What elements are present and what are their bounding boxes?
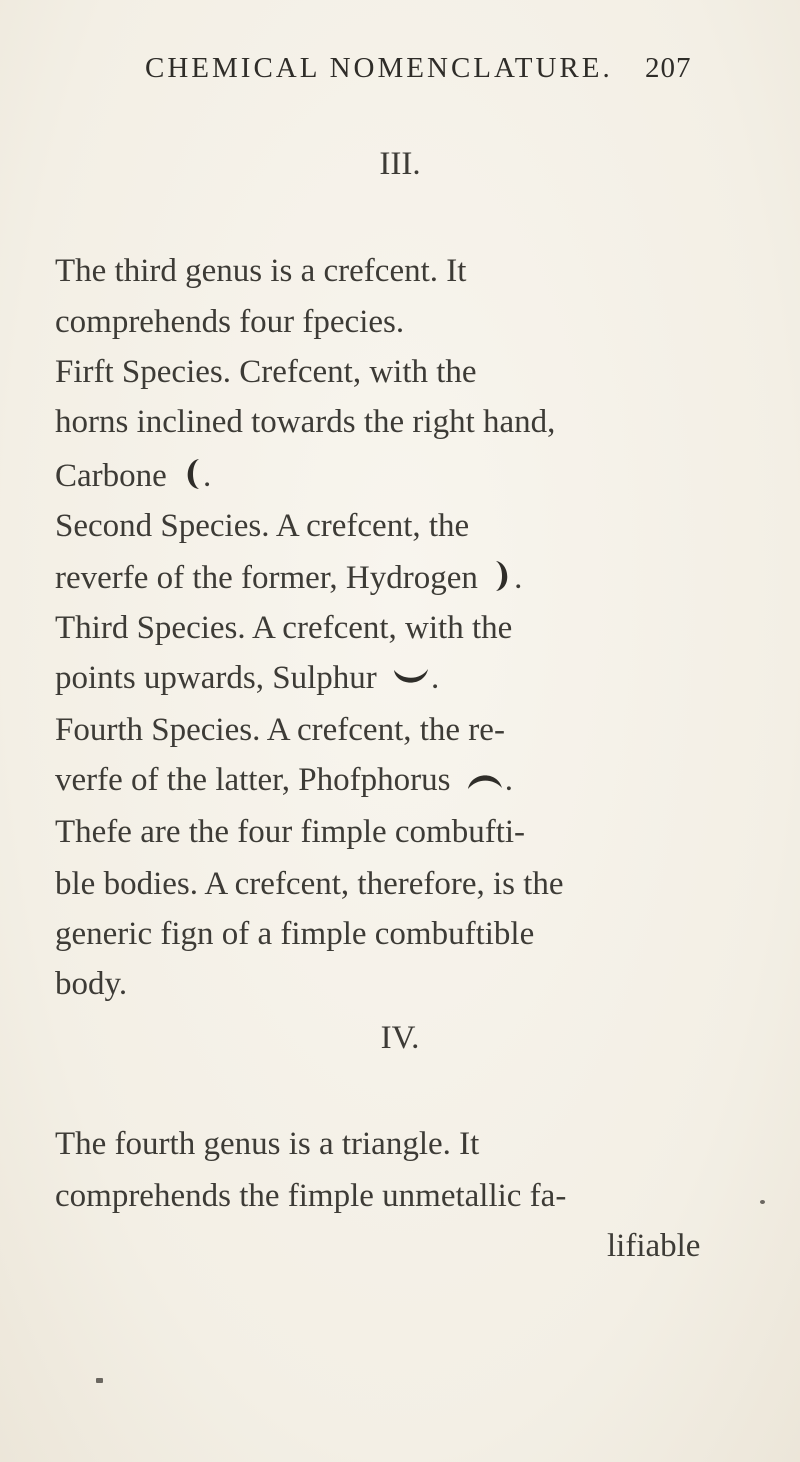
running-title: CHEMICAL NOMENCLATURE. [145, 52, 613, 84]
text-line: The fourth genus is a triangle. It [55, 1126, 480, 1162]
text-line: generic fign of a fimple combuftible [55, 916, 535, 952]
text-line: Fourth Species. A crefcent, the re- [55, 712, 505, 748]
text-line: comprehends the fimple unmetallic fa- [55, 1178, 567, 1214]
text-line: reverfe of the former, Hydrogen [55, 560, 478, 597]
text-line: verfe of the latter, Phofphorus [55, 762, 451, 798]
hydrogen-line [55, 558, 522, 603]
page-number: 207 [645, 52, 692, 84]
text-line: Firft Species. Crefcent, with the [55, 354, 477, 390]
symbol-period: . [504, 762, 513, 798]
carbone-line [55, 456, 211, 501]
text-line: ble bodies. A crefcent, therefore, is the [55, 866, 564, 902]
symbol-period: . [514, 560, 523, 597]
text-line: points upwards, Sulphur [55, 660, 377, 696]
text-line: body. [55, 966, 128, 1002]
ink-speck [760, 1200, 765, 1204]
symbol-period: . [431, 660, 440, 696]
text-line: Carbone [55, 458, 167, 495]
text-line: Third Species. A crefcent, with the [55, 610, 513, 646]
text-line: horns inclined towards the right hand, [55, 404, 556, 440]
crescent-open-left-icon [492, 558, 514, 603]
text-line: The third genus is a crefcent. It [55, 253, 467, 289]
section-numeral-iv: IV. [380, 1020, 420, 1056]
catchword: lifiable [607, 1228, 701, 1264]
crescent-open-down-icon [465, 764, 505, 801]
crescent-open-right-icon [181, 456, 203, 501]
text-line: Thefe are the four fimple combufti- [55, 814, 526, 850]
text-line: Second Species. A crefcent, the [55, 508, 470, 544]
phosphorus-line [55, 762, 513, 801]
sulphur-line [55, 660, 439, 699]
crescent-open-up-icon [391, 662, 431, 699]
section-numeral-iii: III. [379, 146, 421, 182]
ink-speck [96, 1378, 103, 1383]
symbol-period: . [203, 458, 212, 495]
text-line: comprehends four fpecies. [55, 304, 405, 340]
